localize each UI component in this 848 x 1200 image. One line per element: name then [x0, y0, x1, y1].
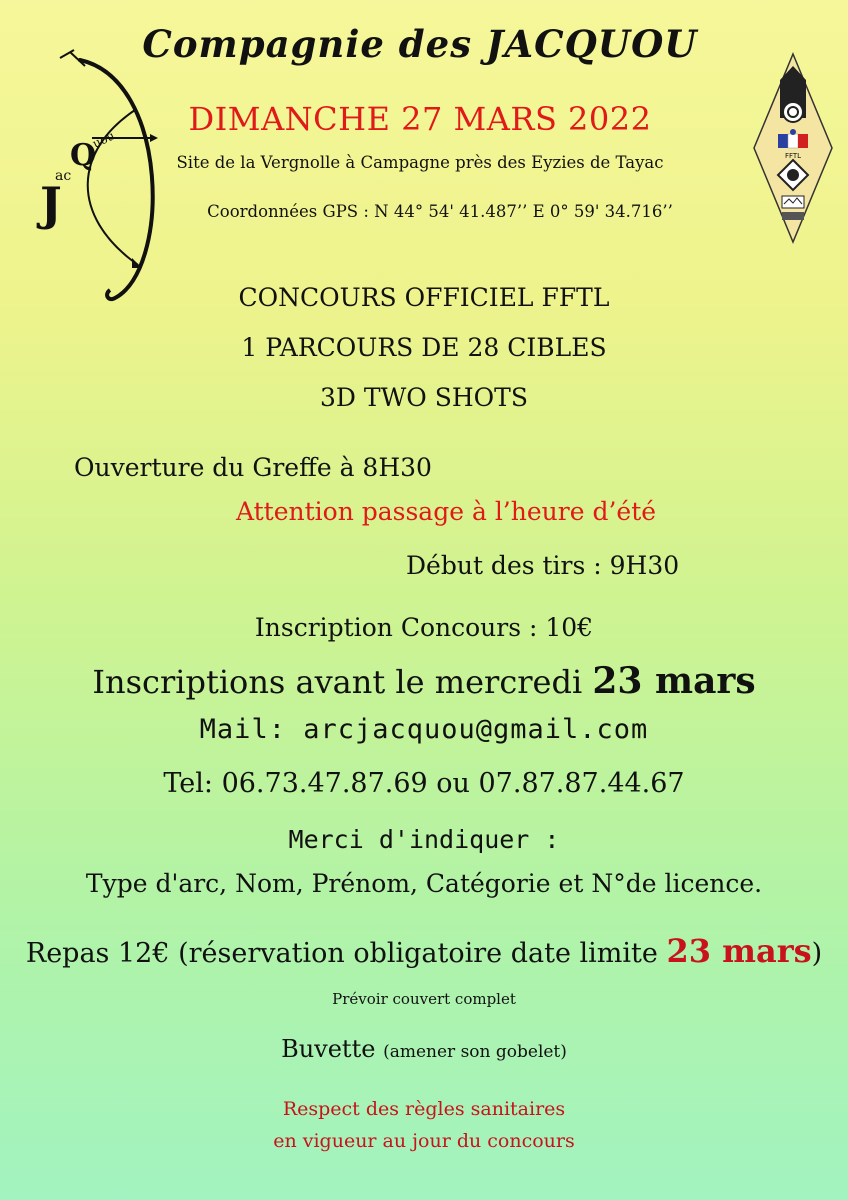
event-type-line: CONCOURS OFFICIEL FFTL: [238, 283, 610, 312]
registration-deadline-prefix: Inscriptions avant le mercredi: [92, 663, 593, 701]
buvette-info: [0, 1035, 848, 1063]
jacquou-logo: [20, 40, 160, 310]
fftl-emblem: [752, 52, 834, 244]
svg-text:uou: uou: [90, 128, 117, 151]
sanitary-notice-line1: Respect des règles sanitaires: [282, 1098, 566, 1120]
event-site: Site de la Vergnolle à Campagne près des Eyzies de Tayac: [176, 153, 664, 172]
svg-text:Q: Q: [70, 138, 97, 173]
event-date: DIMANCHE 27 MARS 2022: [188, 100, 652, 138]
meal-info: [0, 932, 848, 970]
meal-deadline-date: 23 mars: [666, 932, 812, 970]
svg-text:ac: ac: [55, 168, 72, 184]
cutlery-note: Prévoir couvert complet: [332, 990, 516, 1008]
buvette-label: Buvette: [281, 1035, 376, 1063]
info-request-heading: Merci d'indiquer :: [288, 825, 560, 854]
sanitary-notice-line2: en vigueur au jour du concours: [273, 1130, 575, 1152]
contact-mail[interactable]: Mail: arcjacquou@gmail.com: [199, 714, 649, 745]
club-title: Compagnie des JACQUOU: [142, 22, 698, 66]
buvette-note: (amener son gobelet): [383, 1042, 567, 1062]
contact-phone[interactable]: Tel: 06.73.47.87.69 ou 07.87.87.44.67: [163, 768, 685, 799]
shooting-start: Début des tirs : 9H30: [406, 551, 680, 580]
event-course-line: 1 PARCOURS DE 28 CIBLES: [241, 333, 607, 362]
svg-text:FFTL: FFTL: [784, 152, 802, 160]
registration-deadline: [0, 660, 848, 702]
registration-deadline-date: 23 mars: [592, 660, 756, 702]
event-format-line: 3D TWO SHOTS: [320, 383, 528, 412]
gps-coordinates: Coordonnées GPS : N 44° 54' 41.487’’ E 0° 59' 34.716’’: [207, 202, 673, 221]
registration-fee: Inscription Concours : 10€: [254, 613, 594, 642]
meal-info-suffix: ): [811, 938, 823, 969]
meal-info-prefix: Repas 12€ (réservation obligatoire date limite: [25, 938, 667, 969]
summer-time-warning: Attention passage à l’heure d’été: [236, 497, 657, 526]
info-request-fields: Type d'arc, Nom, Prénom, Catégorie et N°de licence.: [85, 869, 763, 898]
svg-text:J: J: [40, 177, 62, 231]
greffe-opening: Ouverture du Greffe à 8H30: [74, 453, 432, 482]
